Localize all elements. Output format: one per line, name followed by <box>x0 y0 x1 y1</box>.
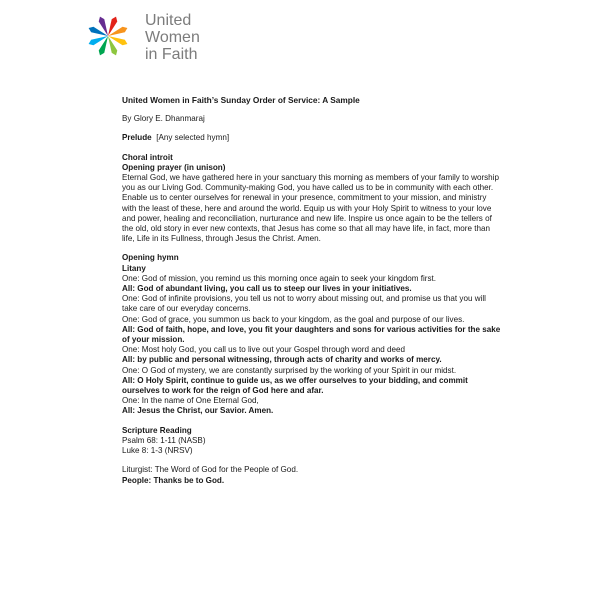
litany-line: All: God of abundant living, you call us to steep our lives in your initiatives. <box>122 284 412 294</box>
people-response: People: Thanks be to God. <box>122 475 225 485</box>
scripture-section <box>122 426 502 457</box>
logo-line-3: in Faith <box>145 46 198 63</box>
prelude-note: [Any selected hymn] <box>156 133 230 143</box>
cross-logo-icon <box>84 12 132 60</box>
litany-line: One: O God of mystery, we are constantly surprised by the working of your Spirit in our midst. <box>122 365 457 375</box>
logo-wordmark <box>145 12 200 63</box>
opening-prayer-section <box>122 163 502 245</box>
litany-line: One: Most holy God, you call us to live out your Gospel through word and deed <box>122 345 405 355</box>
litany-line: One: God of grace, you summon us back to your kingdom, as the goal and purpose of our lives. <box>122 314 465 324</box>
prelude-line <box>122 133 502 143</box>
litany-line: One: God of mission, you remind us this morning once again to seek your kingdom first. <box>122 273 437 283</box>
litany-line: One: God of infinite provisions, you tell us not to worry about missing out, and promise us that you will take care of our everyday concerns. <box>122 294 486 314</box>
document-body <box>122 95 502 486</box>
litany-line: All: Jesus the Christ, our Savior. Amen. <box>122 406 274 416</box>
scripture-reference: Psalm 68: 1-11 (NASB) <box>122 435 206 445</box>
litany-line: All: by public and personal witnessing, through acts of charity and works of mercy. <box>122 355 442 365</box>
scripture-reference: Luke 8: 1-3 (NRSV) <box>122 446 193 456</box>
opening-hymn-heading: Opening hymn <box>122 253 179 263</box>
byline: By Glory E. Dhanmaraj <box>122 114 205 124</box>
choral-introit-heading: Choral introit <box>122 152 173 162</box>
litany-line: One: In the name of One Eternal God, <box>122 396 259 406</box>
prelude-label: Prelude <box>122 133 152 143</box>
litany-line: All: O Holy Spirit, continue to guide us, as we offer ourselves to your bidding, and commit ourselves to work for the reign of God here and afar. <box>122 375 468 396</box>
logo <box>84 12 224 63</box>
litany-line: All: God of faith, hope, and love, you fit your daughters and sons for various activities for the sake of your mission. <box>122 324 501 345</box>
litany-heading: Litany <box>122 263 146 273</box>
document-title: United Women in Faith’s Sunday Order of Service: A Sample <box>122 95 360 105</box>
logo-line-2: Women <box>145 29 200 46</box>
logo-line-1: United <box>145 12 192 29</box>
litany-section <box>122 264 502 417</box>
liturgist-line: Liturgist: The Word of God for the People of God. <box>122 465 299 475</box>
opening-prayer-text: Eternal God, we have gathered here in your sanctuary this morning as members of your family to worship you as our Living God. Community-making God, you have called us to be in community with each other. Enable us to center ourselves for renewal in your presence, commitment to your mission, and ministry with the least of these, here and around the world. Equip us with your Holy Spirit to witness to your love and power, healing and reconciliation, nurturance and new life. Inspire us once again to be the tellers of the old, old story in ever new contexts, that Jesus has come so that all may have life, in fact, more than life, Life in its Fullness, through Jesus the Christ. Amen. <box>122 173 499 244</box>
scripture-heading: Scripture Reading <box>122 425 192 435</box>
opening-prayer-heading: Opening prayer (in unison) <box>122 162 226 172</box>
